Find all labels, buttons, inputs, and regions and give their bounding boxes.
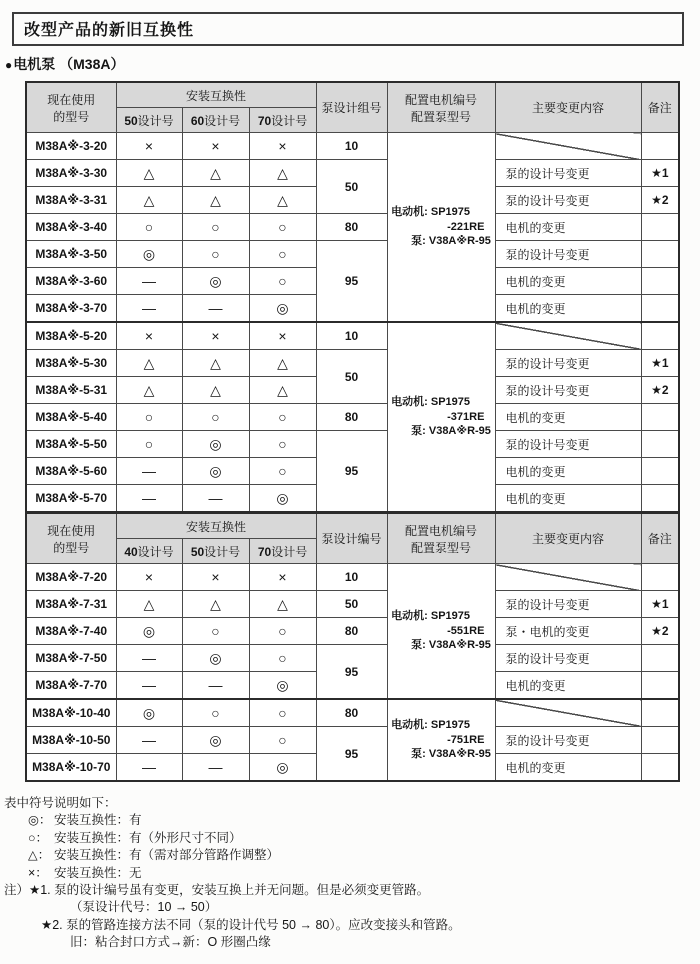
compat-symbol-cell: ○ [116,431,182,458]
model-cell: M38A※-3-70 [26,295,116,323]
header-design-70: 70设计号 [249,108,316,133]
table-row [26,431,679,458]
table-row [26,404,679,431]
motor-pump-config-cell: 电动机: SP1975 -371RE 泵: V38A※R-95 [387,322,495,512]
compat-symbol-cell: ◎ [116,618,182,645]
table-row [26,322,679,350]
compat-symbol-cell: ○ [182,214,249,241]
compat-symbol-cell: — [116,645,182,672]
change-content-cell: 泵的设计号变更 [495,645,641,672]
compat-symbol-cell: — [116,268,182,295]
compat-symbol-cell: ○ [182,618,249,645]
pump-design-group-cell: 10 [316,564,387,591]
pump-design-group-cell: 10 [316,133,387,160]
compat-symbol-cell: × [249,564,316,591]
compat-symbol-cell: × [182,564,249,591]
compat-symbol-cell: ○ [249,268,316,295]
remark-cell: ★1 [641,591,679,618]
header-current-model: 现在使用 的型号 [26,513,116,564]
model-cell: M38A※-3-60 [26,268,116,295]
compat-symbol-cell: △ [249,187,316,214]
compat-symbol-cell: ◎ [116,241,182,268]
pump-design-group-cell: 10 [316,322,387,350]
change-content-cell: 泵的设计号变更 [495,377,641,404]
model-cell: M38A※-3-50 [26,241,116,268]
compat-symbol-cell: ◎ [249,295,316,323]
footnote-1: 注）★1. 泵的设计编号虽有变更，安装互换上并无问题。但是必须变更管路。 [4,883,430,898]
legend-item: ○： 安装互换性：有（外形尺寸不同） [4,830,700,847]
bullet-icon: ● [5,58,13,72]
remark-cell [641,268,679,295]
change-content-cell: 电机的变更 [495,295,641,323]
remark-cell [641,295,679,323]
remark-cell: ★2 [641,618,679,645]
motor-pump-config-cell: 电动机: SP1975 -551RE 泵: V38A※R-95 [387,564,495,700]
circle-icon: ○： [28,830,49,845]
header-motor-pump-config: 配置电机编号 配置泵型号 [387,82,495,133]
remark-cell: ★2 [641,187,679,214]
change-content-cell: 泵的设计号变更 [495,431,641,458]
header-design-50: 50设计号 [182,539,249,564]
compat-symbol-cell: ◎ [249,485,316,513]
note-prefix: 注） [4,883,30,898]
compatibility-table-2 [25,512,680,782]
compat-symbol-cell: △ [182,350,249,377]
remark-cell: ★1 [641,350,679,377]
remark-cell [641,564,679,591]
remark-cell [641,672,679,700]
legend-item: △： 安装互换性：有（需对部分管路作调整） [4,847,700,864]
remark-cell: ★1 [641,160,679,187]
change-content-cell: 电机的变更 [495,754,641,782]
pump-design-group-cell: 95 [316,645,387,700]
compat-symbol-cell: — [116,485,182,513]
table-row [26,564,679,591]
table-row [26,591,679,618]
compat-symbol-cell: △ [182,591,249,618]
compat-symbol-cell: ○ [182,404,249,431]
compat-symbol-cell: — [116,727,182,754]
star2-label: ★2. [41,917,63,932]
model-cell: M38A※-7-70 [26,672,116,700]
legend-item: ×： 安装互换性：无 [4,865,700,882]
compat-symbol-cell: △ [249,377,316,404]
header-remarks: 备注 [641,513,679,564]
compat-symbol-cell: × [182,133,249,160]
compat-symbol-cell: — [116,754,182,782]
table-row [26,350,679,377]
remark-cell [641,431,679,458]
compat-symbol-cell: △ [182,377,249,404]
compat-symbol-cell: — [116,672,182,700]
section-subtitle [5,54,700,74]
triangle-icon: △： [28,848,51,863]
header-mount-compatibility: 安装互换性 [116,82,316,108]
compat-symbol-cell: — [182,754,249,782]
table-row [26,133,679,160]
compat-symbol-cell: ○ [249,458,316,485]
compat-symbol-cell: × [182,322,249,350]
compat-symbol-cell: ◎ [249,754,316,782]
compat-symbol-cell: ◎ [182,727,249,754]
model-cell: M38A※-5-31 [26,377,116,404]
model-cell: M38A※-7-20 [26,564,116,591]
header-design-40: 40设计号 [116,539,182,564]
header-remarks: 备注 [641,82,679,133]
subtitle-label: 电机泵 （M38A） [13,56,125,72]
model-cell: M38A※-10-40 [26,699,116,727]
header-row-1 [26,513,679,539]
pump-design-group-cell: 50 [316,160,387,214]
model-cell: M38A※-3-20 [26,133,116,160]
legend-item: ◎： 安装互换性：有 [4,812,700,829]
remark-cell: ★2 [641,377,679,404]
model-cell: M38A※-3-40 [26,214,116,241]
table-row [26,727,679,754]
double-circle-icon: ◎： [28,813,52,828]
model-cell: M38A※-3-31 [26,187,116,214]
model-cell: M38A※-7-31 [26,591,116,618]
change-content-cell: 电机的变更 [495,458,641,485]
compat-symbol-cell: △ [116,591,182,618]
model-cell: M38A※-5-30 [26,350,116,377]
compat-symbol-cell: — [116,295,182,323]
table-row [26,699,679,727]
diagonal-slash-cell [495,564,641,591]
compat-symbol-cell: × [116,133,182,160]
change-content-cell: 泵的设计号变更 [495,241,641,268]
table-row [26,214,679,241]
remark-cell [641,485,679,513]
pump-design-group-cell: 95 [316,241,387,323]
model-cell: M38A※-5-20 [26,322,116,350]
compat-symbol-cell: △ [249,160,316,187]
page-title: 改型产品的新旧互换性 [12,12,684,46]
compat-symbol-cell: ○ [116,214,182,241]
compat-symbol-cell: ○ [116,404,182,431]
header-design-50: 50设计号 [116,108,182,133]
table-row [26,241,679,268]
model-cell: M38A※-5-70 [26,485,116,513]
pump-design-group-cell: 80 [316,404,387,431]
compat-symbol-cell: ◎ [249,672,316,700]
change-content-cell: 泵的设计号变更 [495,187,641,214]
header-design-70: 70设计号 [249,539,316,564]
motor-pump-config-cell: 电动机: SP1975 -751RE 泵: V38A※R-95 [387,699,495,781]
change-content-cell: 电机的变更 [495,404,641,431]
model-cell: M38A※-10-70 [26,754,116,782]
compat-symbol-cell: △ [249,350,316,377]
model-cell: M38A※-5-60 [26,458,116,485]
pump-design-group-cell: 80 [316,214,387,241]
compat-symbol-cell: ○ [182,699,249,727]
compat-symbol-cell: ○ [249,214,316,241]
symbol-legend [4,795,700,952]
compat-symbol-cell: × [249,322,316,350]
compat-symbol-cell: △ [116,187,182,214]
remark-cell [641,214,679,241]
compat-symbol-cell: ◎ [182,431,249,458]
change-content-cell: 泵的设计号变更 [495,727,641,754]
compat-symbol-cell: ○ [249,727,316,754]
pump-design-group-cell: 80 [316,699,387,727]
pump-design-group-cell: 50 [316,591,387,618]
compat-symbol-cell: ○ [182,241,249,268]
table-row [26,645,679,672]
change-content-cell: 泵的设计号变更 [495,591,641,618]
compat-symbol-cell: ◎ [182,458,249,485]
compat-symbol-cell: ◎ [182,268,249,295]
remark-cell [641,699,679,727]
change-content-cell: 泵的设计号变更 [495,160,641,187]
model-cell: M38A※-3-30 [26,160,116,187]
compat-symbol-cell: △ [249,591,316,618]
model-cell: M38A※-7-50 [26,645,116,672]
footnote-1-sub: （泵设计代号：10 → 50） [70,900,218,915]
remark-cell [641,458,679,485]
table-row [26,160,679,187]
change-content-cell: 电机的变更 [495,268,641,295]
compatibility-table-1 [25,81,680,513]
legend-title: 表中符号说明如下： [4,796,117,810]
compat-symbol-cell: × [116,322,182,350]
compat-symbol-cell: ○ [249,404,316,431]
change-content-cell: 泵的设计号变更 [495,350,641,377]
diagonal-slash-cell [495,699,641,727]
change-content-cell: 电机的变更 [495,214,641,241]
header-main-changes: 主要变更内容 [495,82,641,133]
compat-symbol-cell: △ [116,377,182,404]
remark-cell [641,754,679,782]
compat-symbol-cell: ◎ [116,699,182,727]
compat-symbol-cell: ○ [249,645,316,672]
compat-symbol-cell: × [116,564,182,591]
remark-cell [641,645,679,672]
compat-symbol-cell: ○ [249,618,316,645]
footnote-2: ★2. 泵的管路连接方法不同（泵的设计代号 50 → 80）。应改变接头和管路。 [41,917,461,932]
remark-cell [641,322,679,350]
pump-design-group-cell: 95 [316,431,387,513]
footnote-2-sub: 旧：粘合封口方式→新：O 形圈凸缘 [70,935,271,950]
compat-symbol-cell: — [116,458,182,485]
model-cell: M38A※-10-50 [26,727,116,754]
compat-symbol-cell: — [182,485,249,513]
diagonal-slash-cell [495,133,641,160]
compat-symbol-cell: — [182,672,249,700]
motor-pump-config-cell: 电动机: SP1975 -221RE 泵: V38A※R-95 [387,133,495,323]
model-cell: M38A※-7-40 [26,618,116,645]
compat-symbol-cell: △ [182,187,249,214]
header-design-60: 60设计号 [182,108,249,133]
header-mount-compatibility: 安装互换性 [116,513,316,539]
model-cell: M38A※-5-50 [26,431,116,458]
change-content-cell: 电机的变更 [495,485,641,513]
header-row-1 [26,82,679,108]
diagonal-slash-cell [495,322,641,350]
compat-symbol-cell: △ [182,160,249,187]
compat-symbol-cell: — [182,295,249,323]
cross-icon: ×： [28,865,48,880]
pump-design-group-cell: 95 [316,727,387,782]
pump-design-group-cell: 50 [316,350,387,404]
change-content-cell: 电机的变更 [495,672,641,700]
remark-cell [641,404,679,431]
remark-cell [641,241,679,268]
compat-symbol-cell: ◎ [182,645,249,672]
header-pump-design-group: 泵设计组号 [316,82,387,133]
model-cell: M38A※-5-40 [26,404,116,431]
compat-symbol-cell: ○ [249,431,316,458]
remark-cell [641,727,679,754]
compat-symbol-cell: △ [116,350,182,377]
pump-design-group-cell: 80 [316,618,387,645]
change-content-cell: 泵・电机的变更 [495,618,641,645]
header-motor-pump-config: 配置电机编号 配置泵型号 [387,513,495,564]
compat-symbol-cell: ○ [249,241,316,268]
compat-symbol-cell: ○ [249,699,316,727]
table-row [26,618,679,645]
compat-symbol-cell: × [249,133,316,160]
header-main-changes: 主要变更内容 [495,513,641,564]
remark-cell [641,133,679,160]
star1-label: ★1. [29,883,51,898]
header-current-model: 现在使用 的型号 [26,82,116,133]
compat-symbol-cell: △ [116,160,182,187]
header-pump-design-number: 泵设计编号 [316,513,387,564]
